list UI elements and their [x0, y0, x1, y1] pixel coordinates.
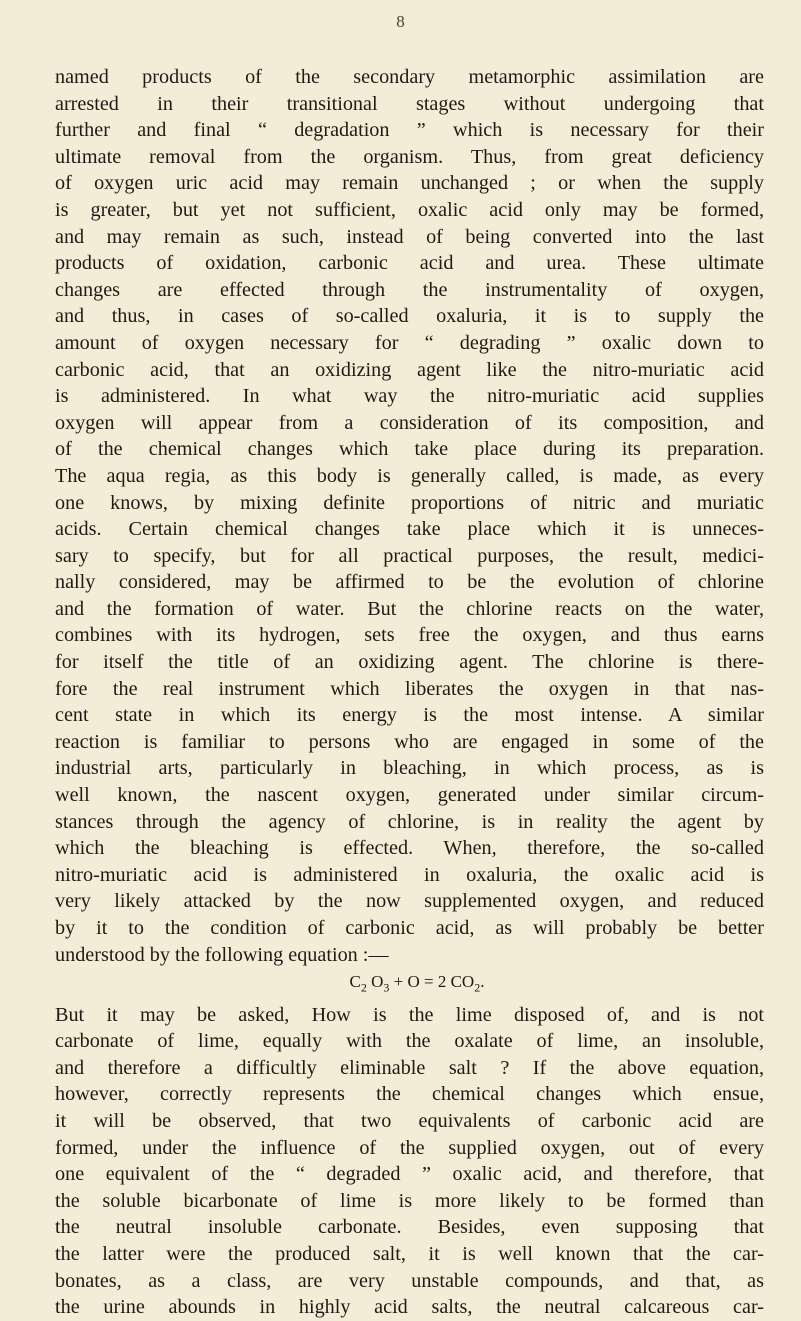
equation-oxygen-subscript: 3 — [383, 980, 390, 995]
text-line: the latter were the produced salt, it is well known that the car- — [55, 1242, 764, 1265]
text-line: one equivalent of the “ degraded ” oxalic acid, and therefore, that — [55, 1163, 764, 1186]
equation-carbon: C — [349, 972, 361, 992]
text-line: is administered. In what way the nitro-muriatic acid supplies — [55, 385, 764, 408]
text-line: it will be observed, that two equivalents of carbonic acid are — [55, 1109, 764, 1132]
body-text — [55, 64, 764, 1321]
text-line: and thus, in cases of so-called oxaluria, it is to supply the — [55, 305, 764, 328]
text-line: fore the real instrument which liberates the oxygen in that nas- — [55, 677, 764, 700]
text-line: the urine abounds in highly acid salts, the neutral calcareous car- — [55, 1296, 764, 1319]
text-line: one knows, by mixing definite proportions of nitric and muriatic — [55, 491, 764, 514]
equation-end: . — [480, 972, 485, 992]
text-line: But it may be asked, How is the lime disposed of, and is not — [55, 1003, 764, 1026]
text-line: the soluble bicarbonate of lime is more likely to be formed than — [55, 1189, 764, 1212]
chemical-equation — [55, 968, 764, 1001]
text-line: carbonic acid, that an oxidizing agent like the nitro-muriatic acid — [55, 358, 764, 381]
text-line: The aqua regia, as this body is generally called, is made, as every — [55, 464, 764, 487]
text-line: which the bleaching is effected. When, therefore, the so-called — [55, 837, 764, 860]
text-line: and the formation of water. But the chlorine reacts on the water, — [55, 597, 764, 620]
equation-carbon-subscript: 2 — [360, 980, 367, 995]
text-line: carbonate of lime, equally with the oxalate of lime, an insoluble, — [55, 1030, 764, 1053]
text-line: industrial arts, particularly in bleaching, in which process, as is — [55, 757, 764, 780]
text-line: ultimate removal from the organism. Thus, from great deficiency — [55, 145, 764, 168]
text-line: further and final “ degradation ” which is necessary for their — [55, 119, 764, 142]
text-line: formed, under the influence of the supplied oxygen, out of every — [55, 1136, 764, 1159]
text-line: amount of oxygen necessary for “ degrading ” oxalic down to — [55, 331, 764, 354]
text-line: bonates, as a class, are very unstable compounds, and that, as — [55, 1269, 764, 1292]
text-line: by it to the condition of carbonic acid, as will probably be better — [55, 917, 764, 939]
equation-co2-subscript: 2 — [474, 980, 481, 995]
text-line: for itself the title of an oxidizing agent. The chlorine is there- — [55, 651, 764, 674]
text-line: the neutral insoluble carbonate. Besides, even supposing that — [55, 1216, 764, 1239]
text-line: of the chemical changes which take place during its preparation. — [55, 438, 764, 461]
text-line: combines with its hydrogen, sets free the oxygen, and thus earns — [55, 624, 764, 647]
equation-oxygen: O — [366, 972, 384, 992]
text-line: arrested in their transitional stages without undergoing that — [55, 92, 764, 115]
text-line: named products of the secondary metamorphic assimilation are — [55, 66, 764, 88]
text-line: and may remain as such, instead of being converted into the last — [55, 225, 764, 248]
text-line: products of oxidation, carbonic acid and urea. These ultimate — [55, 252, 764, 275]
text-line: cent state in which its energy is the most intense. A similar — [55, 704, 764, 727]
text-line: nally considered, may be affirmed to be the evolution of chlorine — [55, 571, 764, 594]
paragraph-1 — [55, 64, 764, 968]
text-line: stances through the agency of chlorine, is in reality the agent by — [55, 810, 764, 833]
text-line: understood by the following equation :— — [55, 943, 389, 966]
text-line: nitro-muriatic acid is administered in oxaluria, the oxalic acid is — [55, 863, 764, 886]
text-line: well known, the nascent oxygen, generated under similar circum- — [55, 784, 764, 807]
text-line: and therefore a difficultly eliminable salt ? If the above equation, — [55, 1056, 764, 1079]
text-line: however, correctly represents the chemical changes which ensue, — [55, 1083, 764, 1106]
text-line: of oxygen uric acid may remain unchanged ; or when the supply — [55, 172, 764, 195]
paragraph-2 — [55, 1002, 764, 1321]
equation-reaction: + O = 2 CO — [389, 972, 475, 992]
text-line: oxygen will appear from a consideration of its composition, and — [55, 411, 764, 434]
text-line: is greater, but yet not sufficient, oxalic acid only may be formed, — [55, 198, 764, 221]
text-line: changes are effected through the instrumentality of oxygen, — [55, 278, 764, 301]
text-line: reaction is familiar to persons who are engaged in some of the — [55, 730, 764, 753]
text-line: very likely attacked by the now supplemented oxygen, and reduced — [55, 890, 764, 913]
text-line: acids. Certain chemical changes take place which it is unneces- — [55, 518, 764, 541]
text-line: sary to specify, but for all practical purposes, the result, medici- — [55, 544, 764, 567]
page-number: 8 — [396, 12, 405, 31]
